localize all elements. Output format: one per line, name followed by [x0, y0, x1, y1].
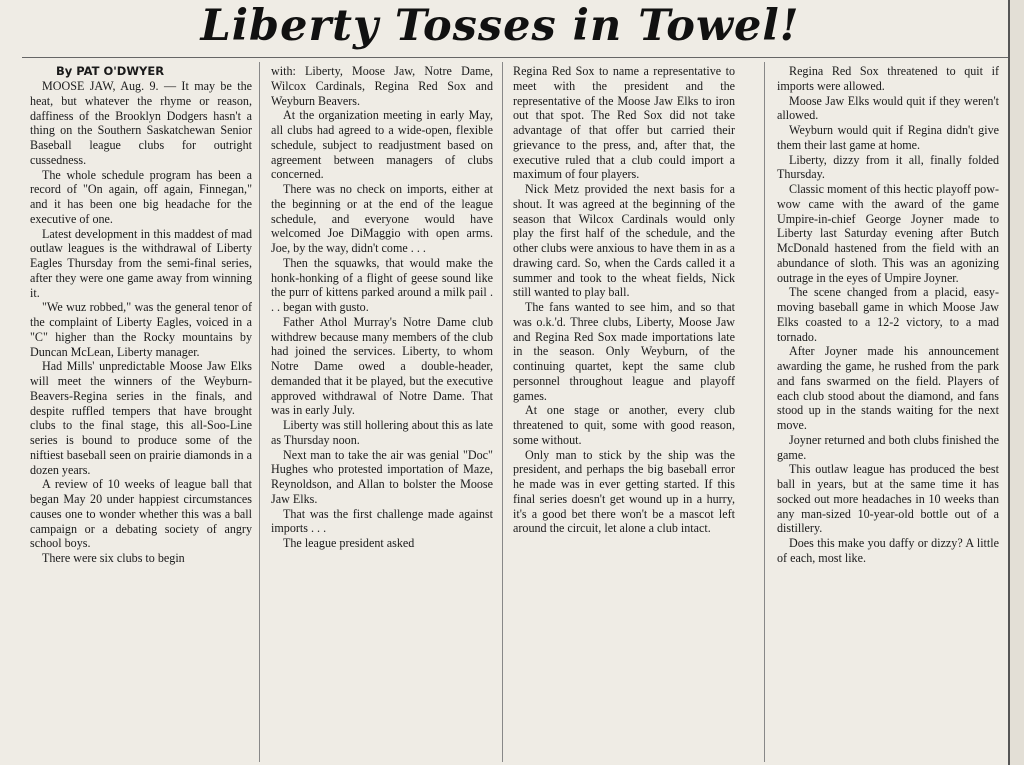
paragraph: Regina Red Sox to name a representative to meet with the president and the representative of the Moose Jaw Elks to iron out that spot. The Red Sox did not take advantage of that offer but carried their grievance to the press, and, after that, the executive ruled that a club could import a maximum of four players. — [513, 64, 735, 182]
paragraph: A review of 10 weeks of league ball that began May 20 under happiest circumstances causes one to wonder whether this was a ball campaign or a debating society of angry school boys. — [30, 477, 252, 551]
paragraph: Moose Jaw Elks would quit if they weren't allowed. — [777, 93, 999, 123]
article-column-3 — [513, 64, 735, 758]
paragraph: Had Mills' unpredictable Moose Jaw Elks will meet the winners of the Weyburn-Beavers-Regina series in the finals, and despite ruffled tempers that have brought clubs to the final stage, this all-Soo-Line series is bound to produce some of the niftiest baseball seen on prairie diamonds in a dozen years. — [30, 359, 252, 477]
article-column-2 — [271, 64, 493, 758]
byline: By PAT O'DWYER — [56, 64, 165, 78]
paragraph: At one stage or another, every club threatened to quit, some with good reason, some without. — [513, 403, 735, 447]
paragraph: Latest development in this maddest of mad outlaw leagues is the withdrawal of Liberty Eagles Thursday from the semi-final series, after they were one game away from winning it. — [30, 226, 252, 300]
paragraph: The league president asked — [283, 536, 415, 550]
paragraph: Joyner returned and both clubs finished the game. — [777, 432, 999, 462]
paragraph: There were six clubs to begin — [42, 551, 185, 565]
paragraph: with: Liberty, Moose Jaw, Notre Dame, Wilcox Cardinals, Regina Red Sox and Weyburn Beavers. — [271, 64, 493, 108]
paragraph: Then the squawks, that would make the honk-honking of a flight of geese sound like the purr of kittens parked around a milk pail . . . began with gusto. — [271, 255, 493, 314]
paragraph: That was the first challenge made against imports . . . — [271, 506, 493, 536]
article-column-4 — [777, 64, 999, 758]
column-divider — [259, 62, 260, 762]
paragraph: Does this make you daffy or dizzy? A little of each, most like. — [777, 536, 999, 565]
column-divider — [502, 62, 503, 762]
paragraph: Nick Metz provided the next basis for a shout. It was agreed at the beginning of the season that Wilcox Cardinals would only play the first half of the schedule, and the other clubs were anxious to have them in as a drawing card. So, when the Cards called it a summer and took to the wheat fields, Nick still wanted to play ball. — [513, 182, 735, 300]
paragraph: Father Athol Murray's Notre Dame club withdrew because many members of the club had joined the services. Liberty, to whom Notre Dame owed a double-header, demanded that it be played, but the executive approved withdrawal of Notre Dame. That was in early July. — [271, 314, 493, 418]
paragraph: After Joyner made his announcement awarding the game, he rushed from the park and fans swarmed on the field. Players of each club stood about the diamond, and fans stood up in the stands waiting for the next move. — [777, 344, 999, 432]
paragraph: At the organization meeting in early May, all clubs had agreed to a wide-open, flexible schedule, subject to readjustment based on agreement between managers of clubs concerned. — [271, 108, 493, 182]
headline: Liberty Tosses in Towel! — [200, 1, 800, 51]
paragraph: The scene changed from a placid, easy-moving baseball game in which Moose Jaw Elks coasted to a 12-2 victory, to a mad tornado. — [777, 285, 999, 344]
paragraph: Regina Red Sox threatened to quit if imports were allowed. — [777, 64, 999, 93]
paragraph: MOOSE JAW, Aug. 9. — It may be the heat, but whatever the rhyme or reason, daffiness of the Brooklyn Dodgers hasn't a thing on the Southern Saskatchewan Senior Baseball league clubs for outright cussedness. — [30, 79, 252, 167]
paragraph: The whole schedule program has been a record of "On again, off again, Finnegan," and it has been one big headache for the executive of one. — [30, 167, 252, 226]
headline-rule — [22, 57, 1008, 58]
adjacent-page-strip — [1010, 0, 1024, 765]
paragraph: Only man to stick by the ship was the president, and perhaps the big baseball error he made was in ever getting started. If this final series doesn't get wound up in a hurry, it's a good bet there won't be a mascot left around the circuit, let alone a club intact. — [513, 447, 735, 536]
paragraph: This outlaw league has produced the best ball in years, but at the same time it has socked out more headaches in 10 weeks than any man-sized 10-year-old bottle out of a distillery. — [777, 462, 999, 536]
paragraph: There was no check on imports, either at the beginning or at the end of the league schedule, and everyone would have welcomed Joe DiMaggio with open arms. Joe, by the way, didn't come . . . — [271, 182, 493, 255]
paragraph: Weyburn would quit if Regina didn't give them their last game at home. — [777, 123, 999, 152]
article-column-1 — [30, 64, 252, 758]
paragraph: Classic moment of this hectic playoff pow-wow came with the award of the game Umpire-in-chief George Joyner made to Liberty last Saturday evening after Butch McDonald hastened from the field with an abundance of sloth. This was an agonizing outrage in the eyes of Umpire Joyner. — [777, 182, 999, 285]
paragraph: Liberty was still hollering about this as late as Thursday noon. — [271, 418, 493, 447]
paragraph: "We wuz robbed," was the general tenor of the complaint of Liberty Eagles, voiced in a "C" higher than the Rocky mountains by Duncan McLean, Liberty manager. — [30, 300, 252, 359]
column-divider — [764, 62, 765, 762]
paragraph: Liberty, dizzy from it all, finally folded Thursday. — [777, 152, 999, 182]
paragraph: Next man to take the air was genial "Doc" Hughes who protested importation of Maze, Reynoldson, and Allan to bolster the Moose Jaw Elks. — [271, 447, 493, 506]
paragraph: The fans wanted to see him, and so that was o.k.'d. Three clubs, Liberty, Moose Jaw and Regina Red Sox made importations late in the season. Only Weyburn, of the continuing quartet, kept the same club personnel throughout league and playoff games. — [513, 300, 735, 403]
